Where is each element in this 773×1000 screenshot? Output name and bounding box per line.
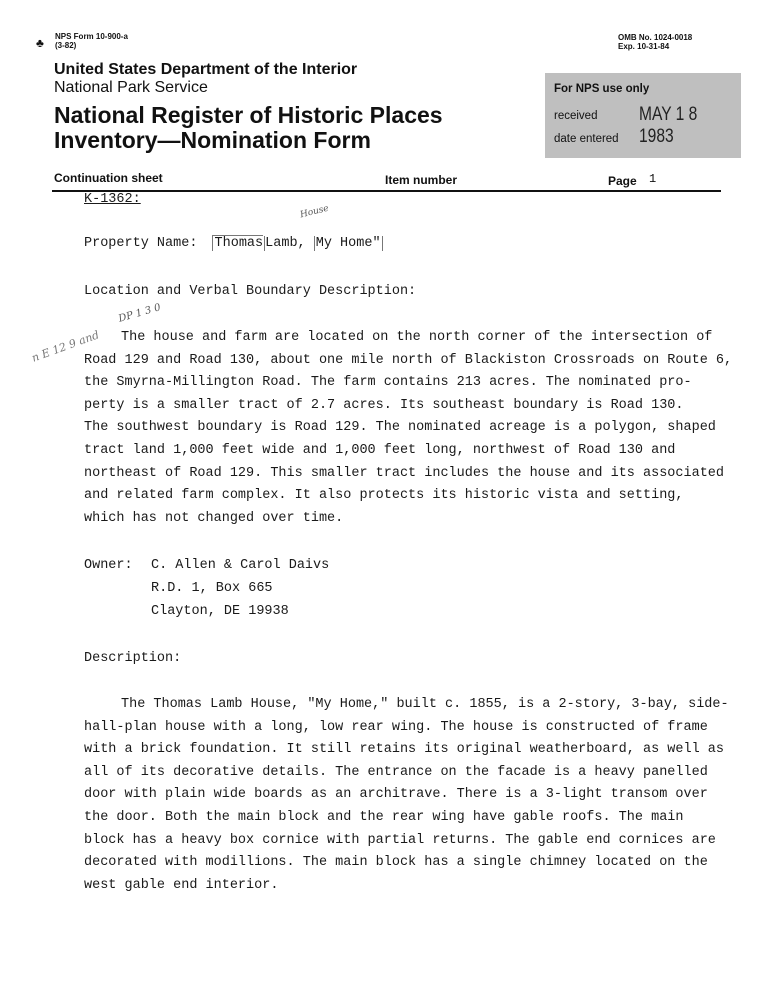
description-line: with a brick foundation. It still retains its original weatherboard, as well as (84, 742, 725, 758)
page-label: Page (608, 174, 637, 188)
received-label: received (554, 110, 598, 122)
department-name: United States Department of the Interior (54, 61, 358, 78)
description-line: block has a heavy box cornice with partial returns. The gable end cornices are (84, 832, 716, 848)
description-line: door with plain wide boards as an architrave. There is a 3-light transom over (84, 787, 708, 803)
nps-use-only-label: For NPS use only (554, 83, 650, 95)
form-title-line1: National Register of Historic Places (54, 102, 443, 128)
page-number: 1 (649, 172, 657, 186)
omb-number-text: OMB No. 1024-0018 (618, 33, 693, 42)
description-line: The Thomas Lamb House, "My Home," built c. 1855, is a 2-story, 3-bay, side- (121, 697, 729, 712)
property-name-part1: Thomas (212, 235, 264, 251)
form-title-line2: Inventory—Nomination Form (54, 127, 371, 153)
form-mark-icon: ♣ (36, 36, 44, 50)
location-line: The house and farm are located on the north corner of the intersection of (121, 330, 713, 345)
description-line: west gable end interior. (84, 877, 279, 893)
date-entered-label: date entered (554, 133, 619, 145)
property-name-label: Property Name: (84, 236, 198, 251)
description-line: all of its decorative details. The entrance on the facade is a heavy panelled (84, 764, 708, 780)
property-name-part2: Lamb, (265, 236, 314, 251)
received-date-stamp: MAY 1 8 1983 (639, 104, 698, 147)
continuation-sheet-label: Continuation sheet (54, 171, 163, 185)
form-number-text: NPS Form 10-900-a (55, 32, 128, 41)
owner-address-line1: R.D. 1, Box 665 (151, 581, 273, 596)
location-line: northeast of Road 129. This smaller tract includes the house and its associated (84, 465, 725, 481)
form-number (55, 32, 128, 50)
location-line: perty is a smaller tract of 2.7 acres. Its southeast boundary is Road 130. (84, 397, 684, 413)
location-line: Road 129 and Road 130, about one mile north of Blackiston Crossroads on Route 6, (84, 352, 733, 368)
header-rule (52, 190, 721, 192)
building-description (84, 694, 729, 897)
property-name-row (84, 236, 383, 252)
item-number-label: Item number (385, 173, 458, 187)
property-name-part3: My Home" (315, 236, 381, 251)
handwritten-margin-note-1: DP 1 3 0 (117, 302, 163, 325)
service-name: National Park Service (54, 79, 208, 96)
omb-number (618, 33, 692, 51)
location-line: The southwest boundary is Road 129. The nominated acreage is a polygon, shaped (84, 420, 716, 436)
location-line: which has not changed over time. (84, 510, 344, 526)
location-line: the Smyrna-Millington Road. The farm contains 213 acres. The nominated pro- (84, 375, 692, 391)
owner-address-line2: Clayton, DE 19938 (151, 604, 289, 619)
handwritten-house-note: House (299, 203, 330, 221)
location-heading: Location and Verbal Boundary Description: (84, 284, 417, 299)
omb-expiry-text: Exp. 10-31-84 (618, 42, 670, 51)
handwritten-margin-note-2: n E 12 9 and (29, 328, 101, 365)
description-line: hall-plan house with a long, low rear wing. The house is constructed of frame (84, 719, 708, 735)
nps-use-only-box (545, 73, 741, 158)
form-revision-text: (3-82) (55, 41, 77, 50)
site-id: K-1362: (84, 192, 141, 207)
location-line: and related farm complex. It also protects its historic vista and setting, (84, 488, 684, 504)
location-line: tract land 1,000 feet wide and 1,000 feet long, northwest of Road 130 and (84, 442, 676, 458)
description-heading: Description: (84, 651, 182, 666)
owner-label: Owner: (84, 558, 133, 573)
owner-name: C. Allen & Carol Daivs (151, 558, 330, 573)
description-line: decorated with modillions. The main block has a single chimney located on the (84, 855, 708, 871)
location-description (84, 327, 733, 530)
description-line: the door. Both the main block and the rear wing have gable roofs. The main (84, 809, 684, 825)
